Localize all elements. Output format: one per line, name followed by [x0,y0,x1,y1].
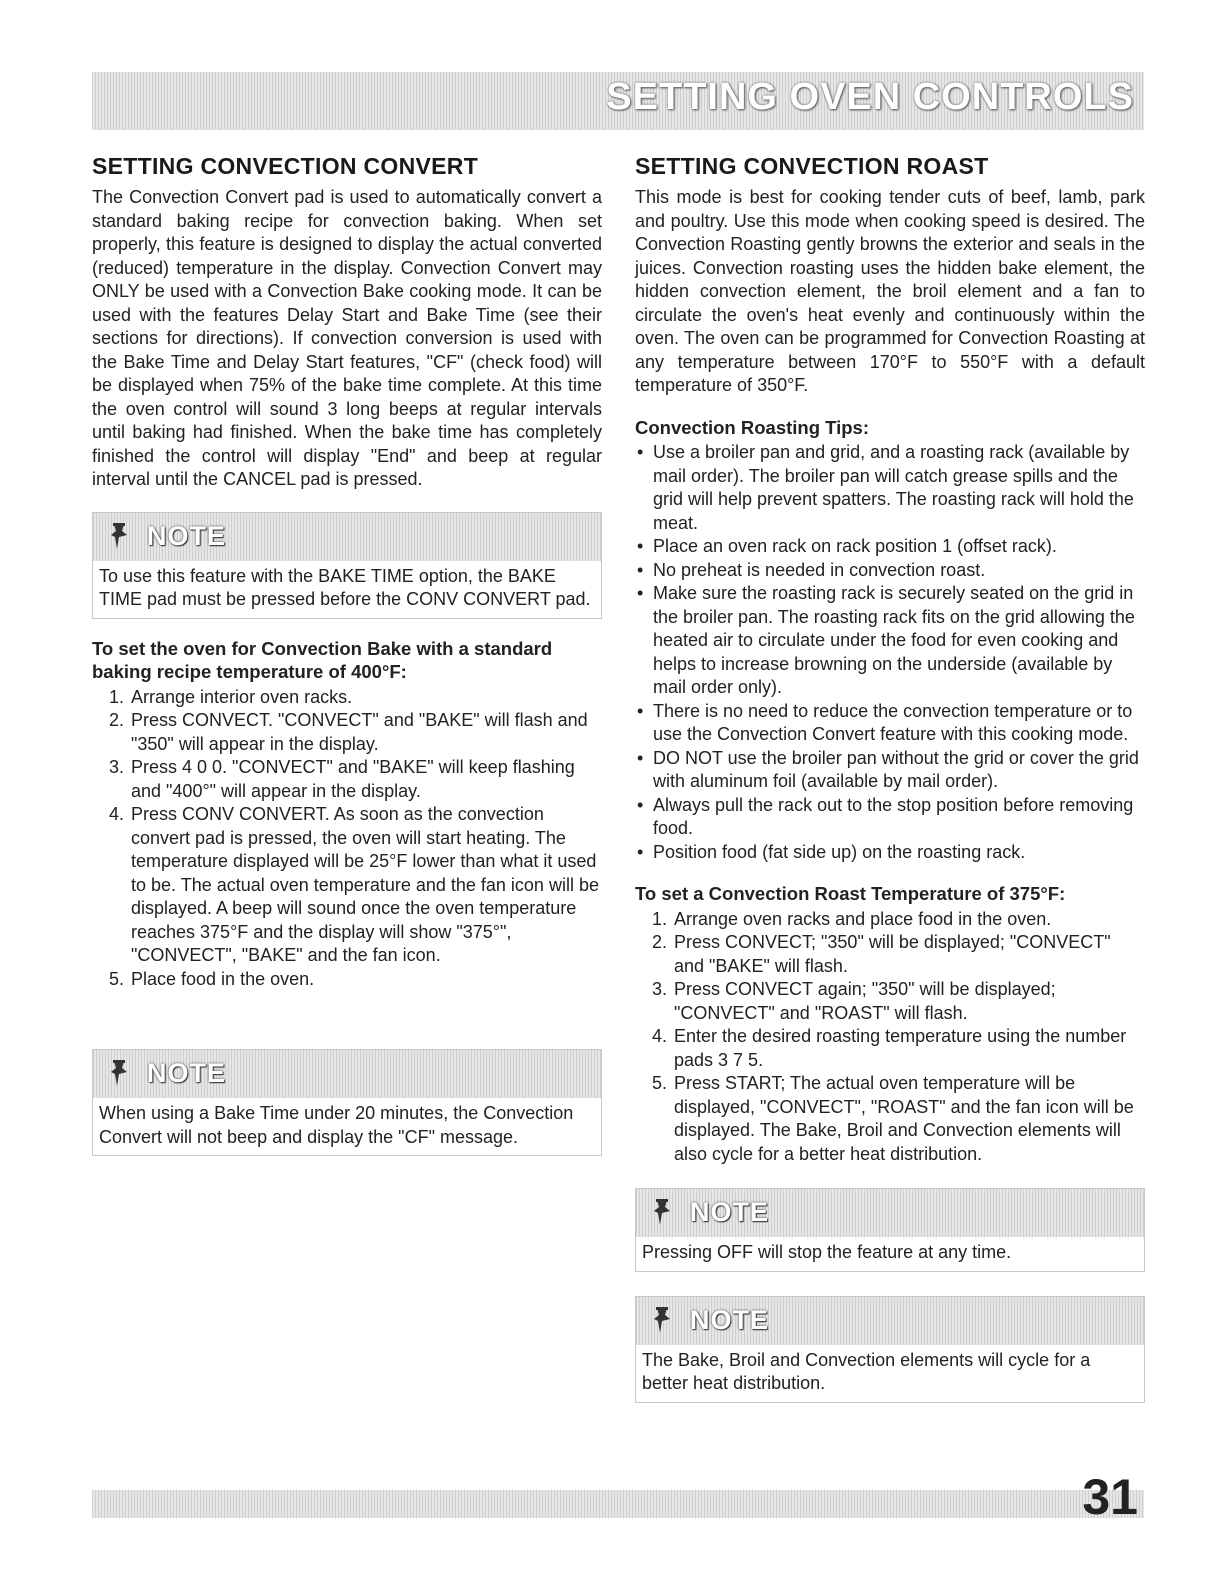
convection-roast-intro: This mode is best for cooking tender cuts of beef, lamb, park and poultry. Use this mode when cooking speed is desired. The Convection Roasting gently browns the exterior and seals in the juices. Convection roasting uses the hidden bake element, the hidden convection element, the broil element and a fan to circulate the oven's heat evenly and continuously within the oven. The oven can be programmed for Convection Roasting at any temperature between 170°F to 550°F with a default temperature of 350°F. [635,187,1145,395]
note-title: NOTE [690,1304,770,1335]
note-title: NOTE [690,1197,770,1227]
section-heading-convection-convert: SETTING CONVECTION CONVERT [92,153,479,179]
footer-banner [92,1469,1144,1525]
tip-item: • There is no need to reduce the convection temperature or to use the Convection Convert feature with this cooking mode. [653,700,1145,747]
step-item: 2. Press CONVECT; "350" will be displayed; "CONVECT" and "BAKE" will flash. [672,931,1145,978]
tips-heading: Convection Roasting Tips: [635,416,870,438]
note-title: NOTE [147,520,227,551]
step-item: 3. Press CONVECT again; "350" will be displayed; "CONVECT" and "ROAST" will flash. [672,978,1145,1025]
procedure-heading: To set the oven for Convection Bake with a standard baking recipe temperature of 400°F: [92,637,553,682]
step-item: 4. Enter the desired roasting temperature using the number pads 3 7 5. [672,1025,1145,1072]
header-banner [92,72,1144,130]
pushpin-icon [650,1305,680,1337]
procedure-heading: To set a Convection Roast Temperature of 375°F: [635,883,1066,904]
step-item: 1. Arrange oven racks and place food in the oven. [672,908,1145,932]
tip-item: • Make sure the roasting rack is securely seated on the grid in the broiler pan. The roasting rack fits on the grid allowing the heated air to circulate under the food for even cooking and helps to increase browning on the underside (available by mail order only). [653,582,1145,700]
section-heading-convection-roast: SETTING CONVECTION ROAST [635,153,989,179]
step-item: 1. Arrange interior oven racks. [129,686,602,710]
note-text: The Bake, Broil and Convection elements will cycle for a better heat distribution. [636,1345,1144,1402]
note-header [93,513,601,561]
pushpin-icon [107,521,137,553]
step-item: 2. Press CONVECT. "CONVECT" and "BAKE" will flash and "350" will appear in the display. [129,709,602,756]
step-item: 5. Place food in the oven. [129,968,602,992]
note-text: To use this feature with the BAKE TIME option, the BAKE TIME pad must be pressed before the CONV CONVERT pad. [93,561,601,618]
note-text: Pressing OFF will stop the feature at any time. [636,1237,1144,1271]
tip-item: • Place an oven rack on rack position 1 (offset rack). [653,535,1145,559]
tip-item: • Use a broiler pan and grid, and a roasting rack (available by mail order). The broiler pan will catch grease spills and the grid will help prevent spatters. The roasting rack will hold the meat. [653,441,1145,535]
note-box [92,512,602,619]
left-column [92,153,602,1156]
convection-convert-intro: The Convection Convert pad is used to automatically convert a standard baking recipe for convection baking. When set properly, this feature is designed to display the actual converted (reduced) temperature in the display. Convection Convert may ONLY be used with a Convection Bake cooking mode. It can be used with the features Delay Start and Bake Time (see their sections for directions). If convection conversion is used with the Bake Time and Delay Start features, "CF" (check food) will be displayed when 75% of the bake time complete. At this time the oven control will sound 3 long beeps at regular intervals until baking had finished. When the bake time has completely finished the control will display "End" and beep at regular interval until the CANCEL pad is pressed. [92,187,602,489]
step-item: 3. Press 4 0 0. "CONVECT" and "BAKE" will keep flashing and "400°" will appear in the display. [129,756,602,803]
pushpin-icon [650,1197,680,1229]
note-box [92,1049,602,1156]
pushpin-icon [107,1058,137,1090]
note-header [636,1189,1144,1237]
tip-item: • DO NOT use the broiler pan without the grid or cover the grid with aluminum foil (available by mail order). [653,747,1145,794]
note-box [635,1188,1145,1272]
step-item: 4. Press CONV CONVERT. As soon as the convection convert pad is pressed, the oven will start heating. The temperature displayed will be 25°F lower than what it used to be. The actual oven temperature and the fan icon will be displayed. A beep will sound once the oven temperature reaches 375°F and the display will show "375°", "CONVECT", "BAKE" and the fan icon. [129,803,602,968]
right-column [635,153,1145,1403]
step-item: 5. Press START; The actual oven temperature will be displayed, "CONVECT", "ROAST" and the fan icon will be displayed. The Bake, Broil and Convection elements will also cycle for a better heat distribution. [672,1072,1145,1166]
page-title: SETTING OVEN CONTROLS [606,76,1134,118]
note-title: NOTE [147,1058,227,1088]
tips-list [635,441,1145,864]
tip-item: • Always pull the rack out to the stop position before removing food. [653,794,1145,841]
note-header [636,1297,1144,1345]
note-text: When using a Bake Time under 20 minutes, the Convection Convert will not beep and display the "CF" message. [93,1098,601,1155]
procedure-steps [92,686,602,992]
procedure-steps [635,908,1145,1167]
note-header [93,1050,601,1098]
page-number: 31 [1082,1469,1138,1525]
note-box [635,1296,1145,1403]
tip-item: • Position food (fat side up) on the roasting rack. [653,841,1145,865]
tip-item: • No preheat is needed in convection roast. [653,559,1145,583]
